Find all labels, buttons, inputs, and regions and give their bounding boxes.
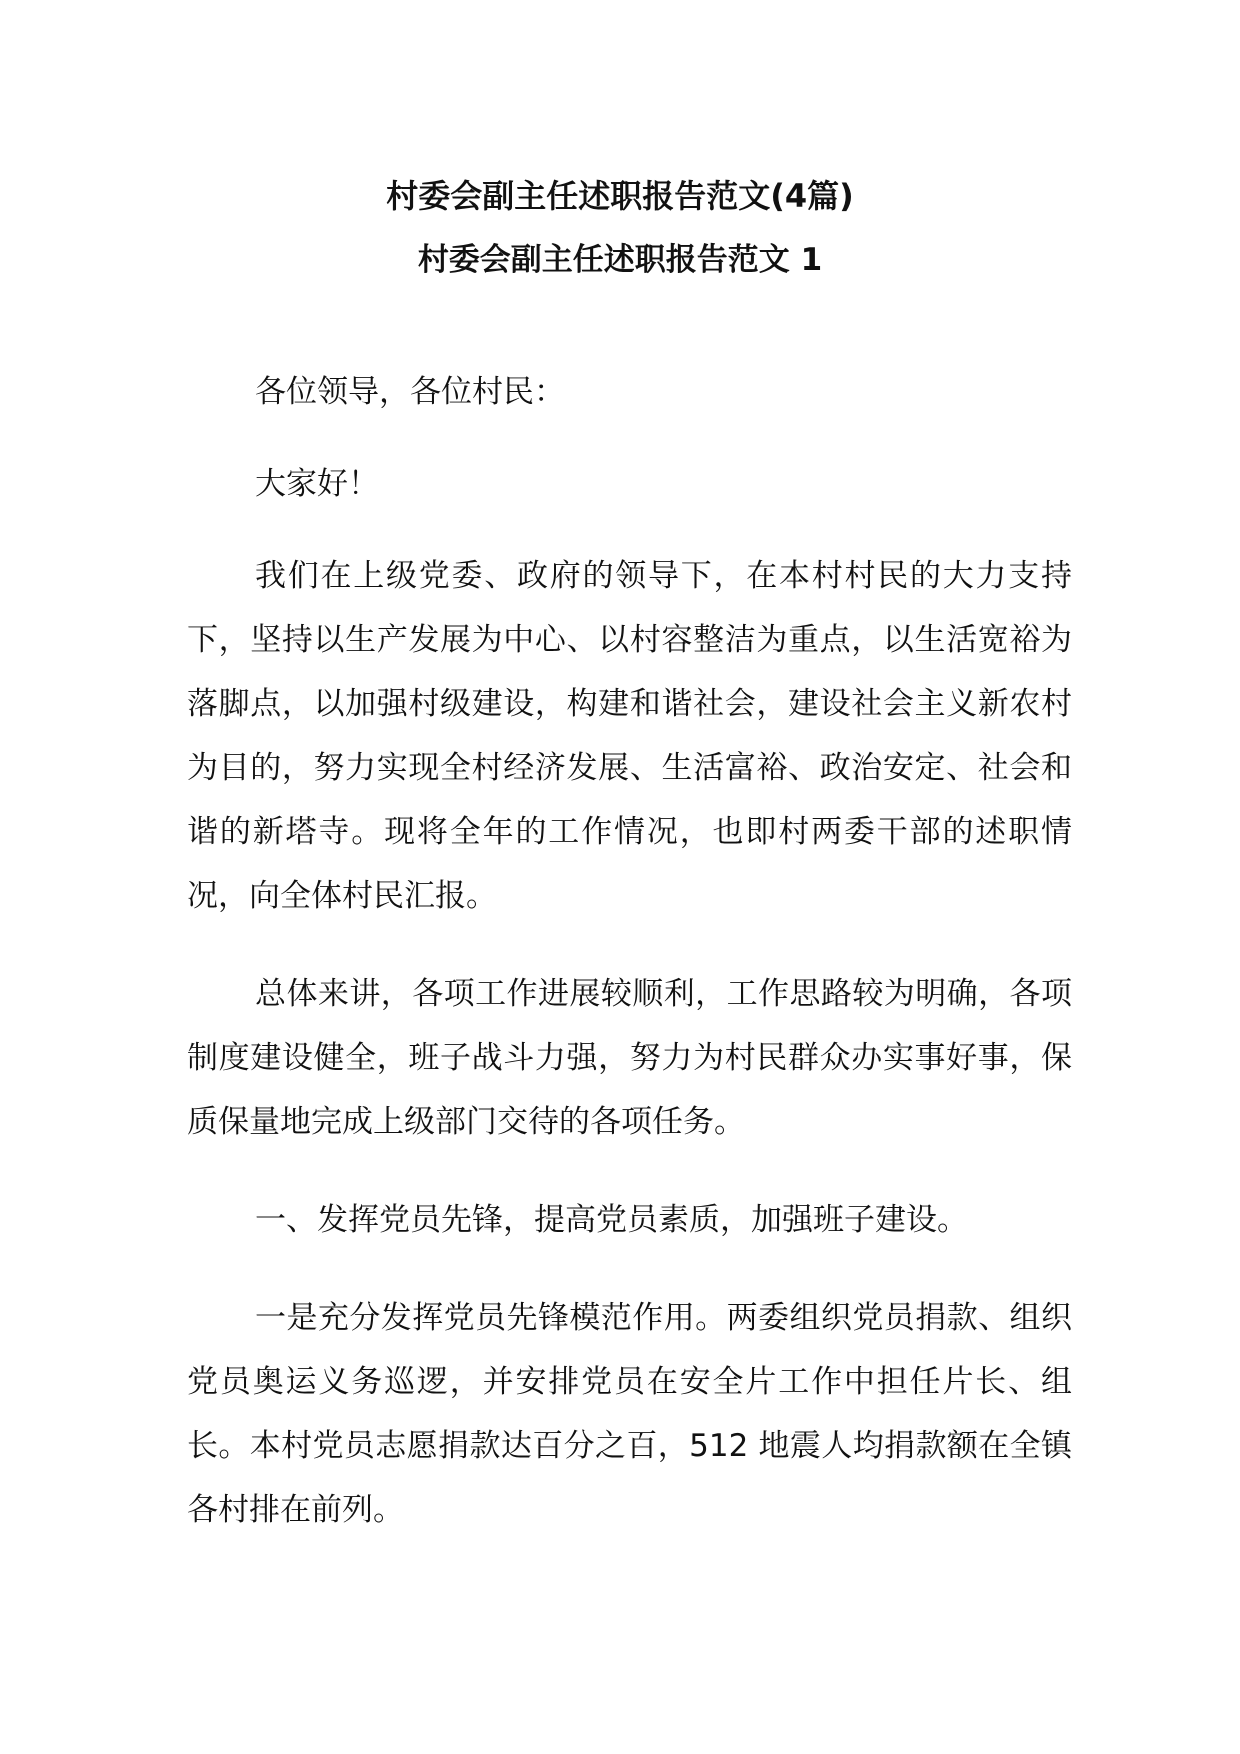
- document-subtitle: 村委会副主任述职报告范文 1: [417, 242, 823, 278]
- paragraph-intro: 我们在上级党委、政府的领导下，在本村村民的大力支持下，坚持以生产发展为中心、以村容整洁为重点，以生活宽裕为落脚点，以加强村级建设，构建和谐社会，建设社会主义新农村为目的，努力实现全村经济发展、生活富裕、政治安定、社会和谐的新塔寺。现将全年的工作情况，也即村两委干部的述职情况，向全体村民汇报。: [187, 558, 1072, 914]
- paragraph-section-heading: 一、发挥党员先锋，提高党员素质，加强班子建设。: [255, 1202, 968, 1238]
- paragraph-section-point-1: 一是充分发挥党员先锋模范作用。两委组织党员捐款、组织党员奥运义务巡逻，并安排党员在安全片工作中担任片长、组长。本村党员志愿捐款达百分之百，512 地震人均捐款额在全镇各村排在前列。: [187, 1300, 1072, 1528]
- paragraph-summary: 总体来讲，各项工作进展较顺利，工作思路较为明确，各项制度建设健全，班子战斗力强，努力为村民群众办实事好事，保质保量地完成上级部门交待的各项任务。: [187, 976, 1072, 1140]
- document-title: 村委会副主任述职报告范文(4篇): [386, 177, 854, 215]
- paragraph-salutation: 各位领导，各位村民：: [255, 374, 565, 410]
- document-body: [187, 360, 1072, 1576]
- paragraph-greeting: 大家好！: [255, 466, 379, 502]
